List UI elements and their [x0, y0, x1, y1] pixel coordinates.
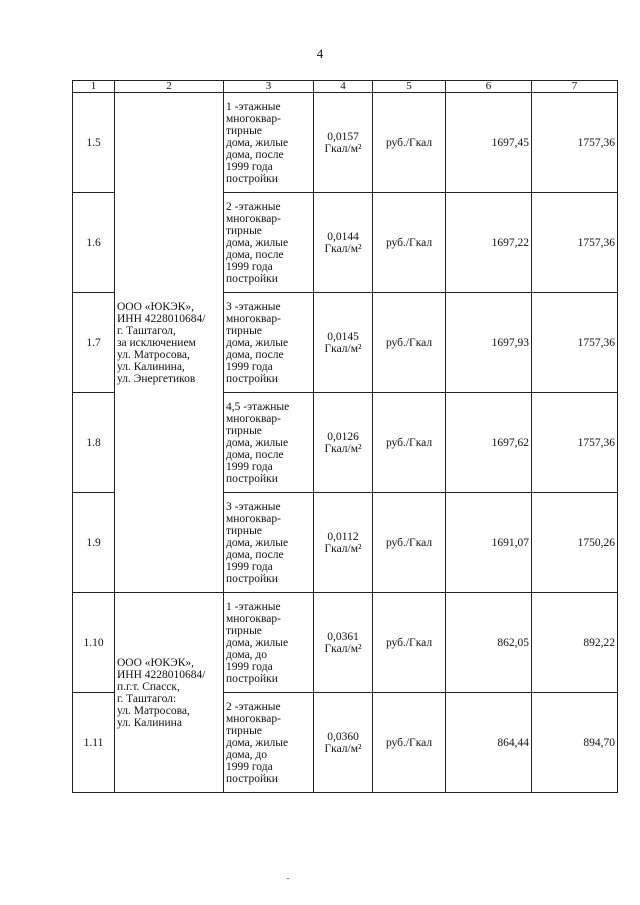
price-period-1: 1697,93	[446, 293, 532, 393]
heat-norm-cell	[314, 193, 373, 293]
table-row	[73, 593, 618, 693]
heat-norm-cell	[314, 293, 373, 393]
building-description: 3 -этажные многоквар- тирные дома, жилые дома, после 1999 года постройки	[224, 293, 314, 393]
price-period-1: 864,44	[446, 693, 532, 793]
table-row	[73, 93, 618, 193]
building-description: 2 -этажные многоквар- тирные дома, жилые дома, после 1999 года постройки	[224, 193, 314, 293]
heat-norm-value: 0,0157	[327, 130, 359, 143]
column-header: 6	[446, 81, 532, 93]
price-unit: руб./Гкал	[373, 693, 446, 793]
row-number: 1.6	[73, 193, 115, 293]
price-period-2: 1757,36	[532, 93, 618, 193]
organization-cell: ООО «ЮКЭК», ИНН 4228010684/ п.г.т. Спасск, г. Таштагол: ул. Матросова, ул. Калинина	[115, 593, 224, 793]
price-period-2: 1750,26	[532, 493, 618, 593]
heat-norm-unit: Гкал/м²	[324, 742, 362, 755]
column-header: 2	[115, 81, 224, 93]
price-unit: руб./Гкал	[373, 393, 446, 493]
heat-norm-value: 0,0112	[327, 530, 359, 543]
building-description: 2 -этажные многоквар- тирные дома, жилые дома, до 1999 года постройки	[224, 693, 314, 793]
heat-norm-value: 0,0144	[327, 230, 359, 243]
row-number: 1.11	[73, 693, 115, 793]
price-period-2: 1757,36	[532, 393, 618, 493]
row-number: 1.5	[73, 93, 115, 193]
column-header: 1	[73, 81, 115, 93]
heat-norm-cell	[314, 393, 373, 493]
column-header: 5	[373, 81, 446, 93]
price-unit: руб./Гкал	[373, 193, 446, 293]
building-description: 4,5 -этажные многоквар- тирные дома, жилые дома, после 1999 года постройки	[224, 393, 314, 493]
price-unit: руб./Гкал	[373, 593, 446, 693]
price-period-1: 1697,22	[446, 193, 532, 293]
price-period-1: 1697,62	[446, 393, 532, 493]
heat-norm-unit: Гкал/м²	[324, 642, 362, 655]
heat-norm-value: 0,0145	[327, 330, 359, 343]
row-number: 1.7	[73, 293, 115, 393]
heat-norm-cell	[314, 93, 373, 193]
building-description: 3 -этажные многоквар- тирные дома, жилые дома, после 1999 года постройки	[224, 493, 314, 593]
heat-norm-unit: Гкал/м²	[324, 342, 362, 355]
building-description: 1 -этажные многоквар- тирные дома, жилые дома, до 1999 года постройки	[224, 593, 314, 693]
price-period-1: 862,05	[446, 593, 532, 693]
price-unit: руб./Гкал	[373, 93, 446, 193]
building-description: 1 -этажные многоквар- тирные дома, жилые дома, после 1999 года постройки	[224, 93, 314, 193]
organization-cell: ООО «ЮКЭК», ИНН 4228010684/ г. Таштагол, за исключением ул. Матросова, ул. Калинина, ул. Энергетиков	[115, 93, 224, 593]
scan-speck	[287, 878, 289, 879]
heat-norm-unit: Гкал/м²	[324, 542, 362, 555]
row-number: 1.8	[73, 393, 115, 493]
heat-norm-value: 0,0126	[327, 430, 359, 443]
heat-norm-value: 0,0361	[327, 630, 359, 643]
table-header-row	[73, 81, 618, 93]
column-header: 4	[314, 81, 373, 93]
price-unit: руб./Гкал	[373, 493, 446, 593]
price-period-2: 1757,36	[532, 293, 618, 393]
price-period-1: 1697,45	[446, 93, 532, 193]
row-number: 1.9	[73, 493, 115, 593]
price-period-2: 892,22	[532, 593, 618, 693]
heat-norm-value: 0,0360	[327, 730, 359, 743]
row-number: 1.10	[73, 593, 115, 693]
price-period-2: 1757,36	[532, 193, 618, 293]
heat-norm-cell	[314, 693, 373, 793]
heat-norm-unit: Гкал/м²	[324, 242, 362, 255]
price-period-1: 1691,07	[446, 493, 532, 593]
price-period-2: 894,70	[532, 693, 618, 793]
heat-norm-unit: Гкал/м²	[324, 442, 362, 455]
heat-norm-cell	[314, 593, 373, 693]
column-header: 3	[224, 81, 314, 93]
tariff-table	[72, 80, 618, 793]
column-header: 7	[532, 81, 618, 93]
price-unit: руб./Гкал	[373, 293, 446, 393]
heat-norm-unit: Гкал/м²	[324, 142, 362, 155]
heat-norm-cell	[314, 493, 373, 593]
page-number: 4	[316, 46, 324, 61]
